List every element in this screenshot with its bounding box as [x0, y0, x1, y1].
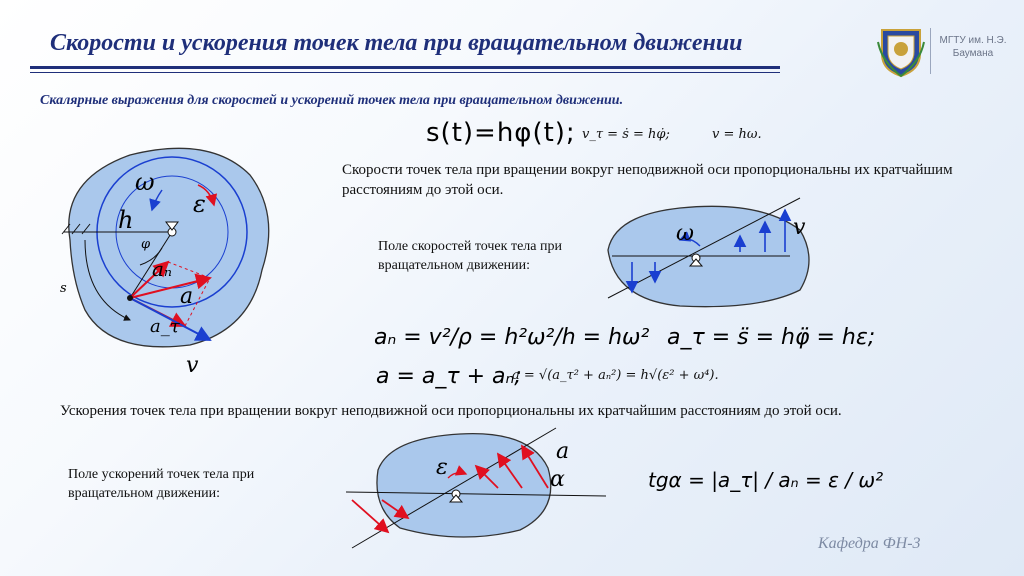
velocity-statement: Скорости точек тела при вращении вокруг неподвижной оси пропорциональны их кратчайшим расстояниям до этой оси. — [342, 162, 953, 198]
velocity-field-caption: Поле скоростей точек тела при вращательном движении: — [378, 239, 562, 273]
university-name: МГТУ им. Н.Э. Баумана — [939, 35, 1007, 59]
label-omega: ω — [135, 168, 155, 196]
label-h: h — [118, 206, 134, 234]
label-v: v — [186, 353, 199, 378]
formula-tan-alpha: tgα = |a_τ| / aₙ = ε / ω² — [648, 468, 884, 492]
accel-label-epsilon: ε — [436, 455, 448, 480]
label-epsilon: ε — [193, 190, 206, 218]
accel-label-alpha: α — [550, 467, 565, 492]
formula-accel-vector: a = a_τ + aₙ; — [376, 364, 522, 389]
velocity-label-v: v — [793, 215, 806, 240]
accel-label-a: a — [556, 439, 570, 464]
formula-normal-accel: aₙ = v²/ρ = h²ω²/h = hω² — [374, 325, 650, 350]
velocity-label-omega: ω — [676, 221, 694, 246]
accel-statement: Ускорения точек тела при вращении вокруг неподвижной оси пропорциональны их кратчайшим расстояниям до этой оси. — [60, 403, 842, 419]
label-a-tau: a_τ — [150, 316, 180, 337]
formula-arc: s(t)=hφ(t); — [426, 118, 576, 148]
department-label: Кафедра ФН-3 — [818, 535, 921, 552]
accel-field-caption: Поле ускорений точек тела при вращательном движении: — [68, 467, 255, 501]
label-phi: φ — [141, 237, 151, 252]
formula-velocity: v = hω. — [712, 127, 762, 142]
section-subtitle: Скалярные выражения для скоростей и ускорений точек тела при вращательном движении. — [40, 93, 624, 108]
formula-tangent-accel: a_τ = s̈ = hφ̈ = hε; — [667, 325, 876, 350]
label-s: s — [60, 281, 67, 296]
label-a-n: aₙ — [152, 257, 173, 281]
label-a: a — [180, 284, 194, 309]
slide-title: Скорости и ускорения точек тела при вращательном движении — [50, 30, 743, 56]
formula-accel-magnitude: a = √(a_τ² + aₙ²) = h√(ε² + ω⁴). — [512, 368, 719, 383]
formula-velocity-tangent: v_τ = ṡ = hφ̇; — [582, 127, 670, 142]
